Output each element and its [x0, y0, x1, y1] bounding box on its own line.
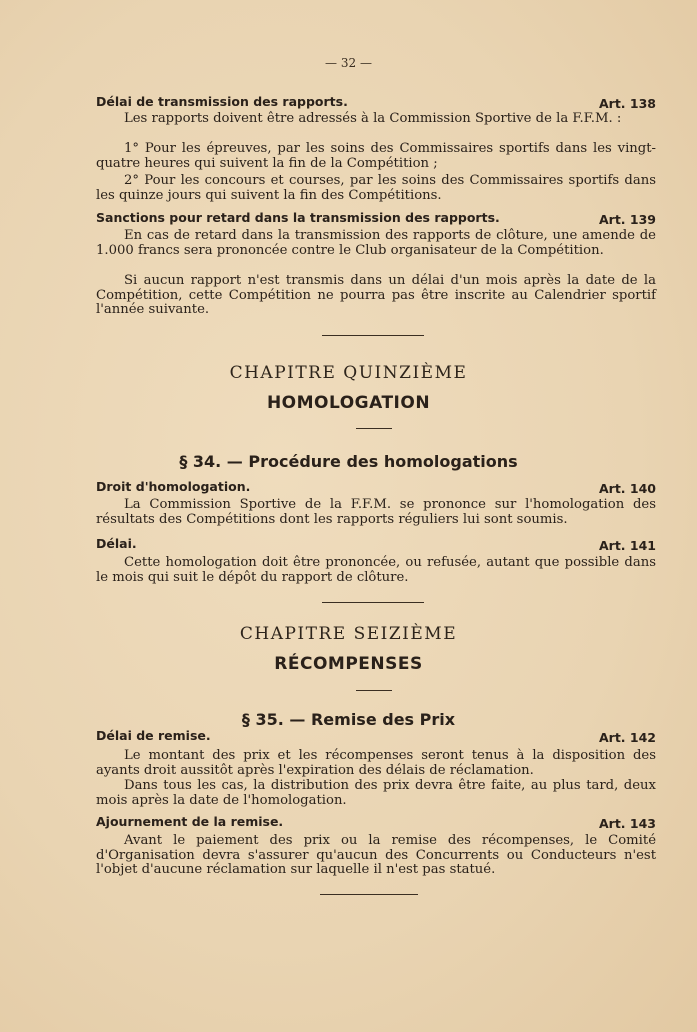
article-paragraph: 2° Pour les concours et courses, par les soins des Commissaires sportifs dans les quinze jours qui suivent la fin des Compétitions.: [96, 173, 656, 203]
article-title: Droit d'homologation.: [96, 479, 251, 494]
article-title: Délai de transmission des rapports.: [96, 94, 348, 109]
article-paragraph: Si aucun rapport n'est transmis dans un délai d'un mois après la date de la Compétition, cette Compétition ne pourra pas être inscrite au Calendrier sportif l'année suivante.: [96, 273, 656, 318]
section-heading: § 34. — Procédure des homologations: [179, 452, 518, 471]
divider: [322, 335, 424, 336]
article-paragraph: 1° Pour les épreuves, par les soins des Commissaires sportifs dans les vingt-quatre heures qui suivent la fin de la Compétition ;: [96, 141, 656, 171]
divider: [356, 690, 392, 691]
article-title: Ajournement de la remise.: [96, 814, 284, 829]
chapter-label: CHAPITRE SEIZIÈME: [239, 624, 458, 644]
divider: [356, 428, 392, 429]
article-paragraph: La Commission Sportive de la F.F.M. se prononce sur l'homologation des résultats des Compétitions dont les rapports réguliers lui sont soumis.: [96, 497, 656, 527]
article-number: Art. 141: [598, 538, 656, 553]
article-paragraph: En cas de retard dans la transmission des rapports de clôture, une amende de 1.000 francs sera prononcée contre le Club organisateur de la Compétition.: [96, 228, 656, 258]
article-paragraph: Cette homologation doit être prononcée, ou refusée, autant que possible dans le mois qui suit le dépôt du rapport de clôture.: [96, 555, 656, 585]
article-number: Art. 140: [598, 481, 656, 496]
article-paragraph: Les rapports doivent être adressés à la Commission Sportive de la F.F.M. :: [124, 111, 622, 126]
article-title: Délai.: [96, 536, 137, 551]
chapter-title: RÉCOMPENSES: [274, 654, 423, 674]
article-paragraph: Le montant des prix et les récompenses seront tenus à la disposition des ayants droit aussitôt après l'expiration des délais de réclamation.: [96, 748, 656, 778]
divider: [320, 894, 418, 895]
article-title: Sanctions pour retard dans la transmission des rapports.: [96, 210, 500, 225]
chapter-label: CHAPITRE QUINZIÈME: [229, 363, 468, 383]
article-number: Art. 138: [598, 96, 656, 111]
article-142-header: [96, 728, 656, 746]
section-heading: § 35. — Remise des Prix: [241, 710, 456, 729]
article-title: Délai de remise.: [96, 728, 211, 743]
article-number: Art. 139: [598, 212, 656, 227]
article-number: Art. 143: [598, 816, 656, 831]
article-139-header: [96, 210, 656, 228]
article-paragraph: Avant le paiement des prix ou la remise des récompenses, le Comité d'Organisation devra s'assurer qu'aucun des Concurrents ou Conducteurs n'est l'objet d'aucune réclamation sur laquelle il n'est pas statué.: [96, 833, 656, 878]
article-140-header: [96, 479, 656, 497]
article-141-header: [96, 536, 656, 554]
divider: [322, 602, 424, 603]
article-138-header: [96, 94, 656, 112]
page-number: — 32 —: [325, 56, 372, 70]
chapter-title: HOMOLOGATION: [266, 393, 431, 413]
article-143-header: [96, 814, 656, 832]
article-paragraph: Dans tous les cas, la distribution des prix devra être faite, au plus tard, deux mois après la date de l'homologation.: [96, 778, 656, 808]
article-number: Art. 142: [598, 730, 656, 745]
